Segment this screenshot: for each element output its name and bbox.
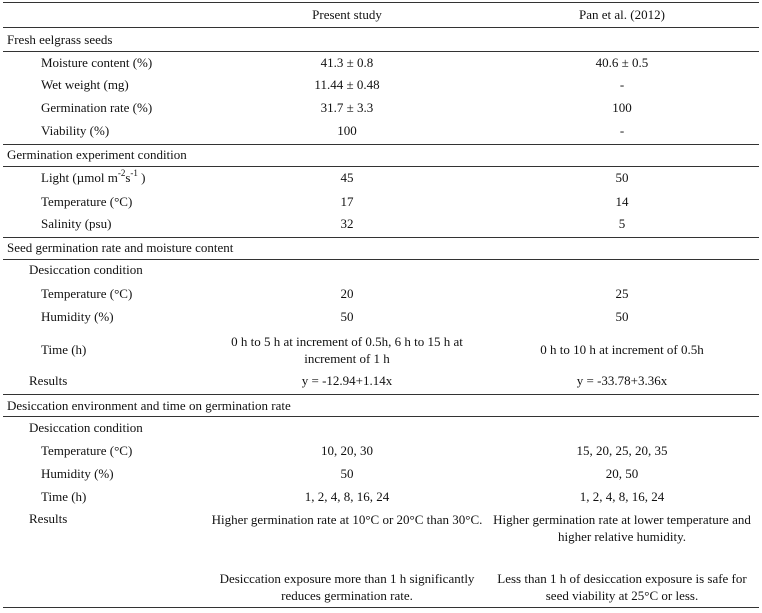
section-rule <box>3 166 759 167</box>
results-label: Results <box>29 373 68 388</box>
cell-present: 45 <box>340 170 354 185</box>
cell-present: Desiccation exposure more than 1 h significantly reduces germination rate. <box>219 571 475 603</box>
cell-present: 41.3 ± 0.8 <box>320 55 374 70</box>
row-label: Salinity (psu) <box>41 216 112 231</box>
row-label: Time (h) <box>41 342 87 357</box>
section-rule <box>3 416 759 417</box>
comparison-table <box>3 0 759 613</box>
cell-pan: Less than 1 h of desiccation exposure is safe for seed viability at 25°C or less. <box>497 571 747 603</box>
cell-pan: 15, 20, 25, 20, 35 <box>576 443 668 458</box>
cell-present: 20 <box>340 286 354 301</box>
row-label: Wet weight (mg) <box>41 77 129 92</box>
results-label: Results <box>29 511 68 526</box>
column-header-present-study: Present study <box>312 7 382 22</box>
row-label: Temperature (°C) <box>41 443 133 458</box>
section-title: Germination experiment condition <box>7 147 187 162</box>
section-title: Seed germination rate and moisture content <box>7 240 234 255</box>
cell-pan: - <box>619 123 625 138</box>
row-label: Time (h) <box>41 489 87 504</box>
light-unit-exponent: -1 <box>130 168 138 179</box>
cell-present: y = -12.94+1.14x <box>301 373 393 388</box>
table-top-rule <box>3 2 759 3</box>
section-title: Fresh eelgrass seeds <box>7 32 113 47</box>
row-label: Temperature (°C) <box>41 194 133 209</box>
cell-pan: 14 <box>615 194 629 209</box>
cell-pan: 40.6 ± 0.5 <box>595 55 649 70</box>
cell-pan: 100 <box>612 100 632 115</box>
cell-present: 10, 20, 30 <box>321 443 373 458</box>
row-label: Humidity (%) <box>41 466 114 481</box>
cell-pan: 1, 2, 4, 8, 16, 24 <box>579 489 665 504</box>
cell-pan: - <box>619 77 625 92</box>
cell-present: 31.7 ± 3.3 <box>320 100 374 115</box>
row-label: Humidity (%) <box>41 309 114 324</box>
light-label-text: Light (µmol m <box>41 170 118 185</box>
cell-pan: 50 <box>615 309 629 324</box>
light-unit-close: ) <box>137 170 146 185</box>
row-label: Temperature (°C) <box>41 286 133 301</box>
cell-present: 11.44 ± 0.48 <box>314 77 380 92</box>
row-label: Germination rate (%) <box>41 100 153 115</box>
cell-pan: y = -33.78+3.36x <box>576 373 668 388</box>
cell-pan: 50 <box>615 170 629 185</box>
row-label: Viability (%) <box>41 123 110 138</box>
cell-pan: Higher germination rate at lower temperature and higher relative humidity. <box>493 512 751 544</box>
subsection-title: Desiccation condition <box>29 420 143 435</box>
header-rule <box>3 27 759 28</box>
section-rule <box>3 51 759 52</box>
section-rule <box>3 259 759 260</box>
light-unit-text: s <box>125 170 131 185</box>
section-rule <box>3 237 759 238</box>
section-rule <box>3 394 759 395</box>
cell-pan: 25 <box>615 286 629 301</box>
section-title: Desiccation environment and time on germination rate <box>7 398 291 413</box>
cell-present: 100 <box>337 123 357 138</box>
cell-present: 1, 2, 4, 8, 16, 24 <box>304 489 390 504</box>
cell-present: 17 <box>340 194 354 209</box>
cell-present: 0 h to 5 h at increment of 0.5h, 6 h to 15 h at increment of 1 h <box>231 334 463 366</box>
cell-present: 50 <box>340 466 354 481</box>
section-rule <box>3 144 759 145</box>
light-unit-exponent: -2 <box>117 168 126 179</box>
cell-present: 50 <box>340 309 354 324</box>
cell-pan: 0 h to 10 h at increment of 0.5h <box>540 342 704 357</box>
row-label: Moisture content (%) <box>41 55 153 70</box>
column-header-pan-et-al: Pan et al. (2012) <box>579 7 665 22</box>
table-bottom-rule <box>3 607 759 608</box>
cell-pan: 20, 50 <box>605 466 639 481</box>
row-label-light <box>41 170 145 186</box>
cell-pan: 5 <box>618 216 626 231</box>
cell-present: Higher germination rate at 10°C or 20°C than 30°C. <box>211 512 483 527</box>
cell-present: 32 <box>340 216 354 231</box>
subsection-title: Desiccation condition <box>29 262 143 277</box>
